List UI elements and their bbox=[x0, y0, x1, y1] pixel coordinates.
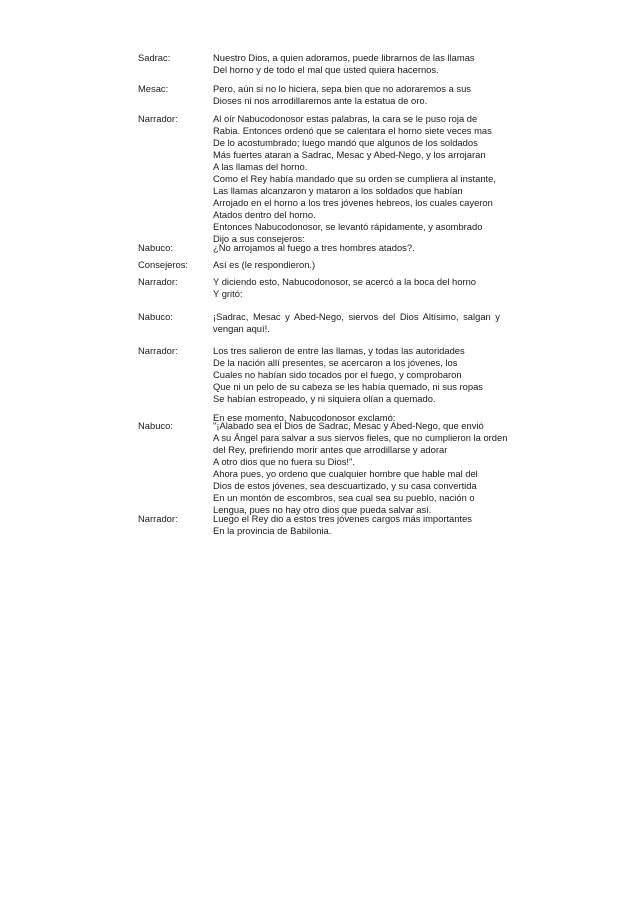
text-line: Lengua, pues no hay otro dios que pueda salvar así. bbox=[213, 503, 432, 515]
text-line: Del horno y de todo el mal que usted quiera hacernos. bbox=[213, 63, 439, 75]
speaker-name: Mesac: bbox=[138, 83, 169, 94]
text-line: Nuestro Dios, a quien adoramos, puede librarnos de las llamas bbox=[213, 52, 475, 63]
text-line: Arrojado en el horno a los tres jóvenes hebreos, los cuales cayeron bbox=[213, 196, 493, 208]
text-line: Rabia. Entonces ordenó que se calentara el horno siete veces mas bbox=[213, 124, 492, 136]
text-line: De la nación allí presentes, se acercaron a los jóvenes, los bbox=[213, 356, 458, 368]
text-line: Así es (le respondieron.) bbox=[213, 259, 316, 270]
text-line: Dios de estos jóvenes, sea descuartizado, y su casa convertida bbox=[213, 479, 477, 491]
text-line: De lo acostumbrado; luego mandó que algunos de los soldados bbox=[213, 136, 478, 148]
speech-text bbox=[213, 83, 503, 107]
text-line: Dijo a sus consejeros: bbox=[213, 232, 305, 244]
text-line: Luego el Rey dio a estos tres jóvenes cargos más importantes bbox=[213, 513, 472, 524]
text-line: Que ni un pelo de su cabeza se les había quemado, ni sus ropas bbox=[213, 380, 483, 392]
speaker-name: Narrador: bbox=[138, 276, 178, 287]
speaker-name: Nabuco: bbox=[138, 420, 173, 431]
text-line: A otro dios que no fuera su Dios!". bbox=[213, 455, 355, 467]
text-line: Dioses ni nos arrodillaremos ante la estatua de oro. bbox=[213, 94, 428, 106]
speech-text bbox=[213, 420, 508, 516]
text-line: Ahora pues, yo ordeno que cualquier hombre que hable mal del bbox=[213, 467, 478, 479]
text-line: ¿No arrojamos al fuego a tres hombres atados?. bbox=[213, 242, 415, 253]
text-line: A su Ángel para salvar a sus siervos fieles, que no cumplieron la orden bbox=[213, 431, 508, 443]
speaker-name: Nabuco: bbox=[138, 311, 173, 322]
speech-text bbox=[213, 276, 503, 300]
text-line: En un montón de escombros, sea cual sea su pueblo, nación o bbox=[213, 491, 475, 503]
text-line: En la provincia de Babilonia. bbox=[213, 524, 332, 536]
text-line: del Rey, prefiriendo morir antes que arrodillarse y adorar bbox=[213, 443, 448, 455]
text-line: ¡Sadrac, Mesac y Abed-Nego, siervos del Dios Altísimo, salgan y bbox=[213, 311, 500, 322]
text-line: En ese momento, Nabucodonosor exclamó: bbox=[213, 411, 396, 423]
text-line: Al oír Nabucodonosor estas palabras, la cara se le puso roja de bbox=[213, 113, 478, 124]
speaker-name: Narrador: bbox=[138, 345, 178, 356]
text-line: Y diciendo esto, Nabucodonosor, se acercó a la boca del horno bbox=[213, 276, 477, 287]
text-line: Atados dentro del horno. bbox=[213, 208, 316, 220]
speaker-name: Narrador: bbox=[138, 113, 178, 124]
speech-text bbox=[213, 345, 503, 424]
speech-text bbox=[213, 113, 503, 244]
speech-text bbox=[213, 259, 503, 271]
text-line: Las llamas alcanzaron y mataron a los soldados que habían bbox=[213, 184, 463, 196]
text-line: Se habían estropeado, y ni siquiera olían a quemado. bbox=[213, 392, 436, 404]
speech-text bbox=[213, 52, 503, 76]
speaker-name: Nabuco: bbox=[138, 242, 173, 253]
text-line: Entonces Nabucodonosor, se levantó rápidamente, y asombrado bbox=[213, 220, 483, 232]
text-line: Y gritó: bbox=[213, 287, 243, 299]
text-line: "¡Alabado sea el Dios de Sadrac, Mesac y Abed-Nego, que envió bbox=[213, 420, 484, 431]
speech-text bbox=[213, 513, 503, 537]
text-line: A las llamas del horno. bbox=[213, 160, 308, 172]
speech-text bbox=[213, 242, 503, 254]
text-line: Pero, aún si no lo hiciera, sepa bien que no adoraremos a sus bbox=[213, 83, 471, 94]
speaker-name: Consejeros: bbox=[138, 259, 189, 270]
speaker-name: Narrador: bbox=[138, 513, 178, 524]
text-line: Cuales no habían sido tocados por el fuego, y comprobaron bbox=[213, 368, 462, 380]
speech-text bbox=[213, 311, 503, 335]
speaker-name: Sadrac: bbox=[138, 52, 171, 63]
text-line: Como el Rey había mandado que su orden se cumpliera al instante, bbox=[213, 172, 496, 184]
text-line: Los tres salieron de entre las llamas, y todas las autoridades bbox=[213, 345, 465, 356]
text-line: vengan aquí!. bbox=[213, 322, 270, 334]
text-line: Más fuertes ataran a Sadrac, Mesac y Abed-Nego, y los arrojaran bbox=[213, 148, 486, 160]
